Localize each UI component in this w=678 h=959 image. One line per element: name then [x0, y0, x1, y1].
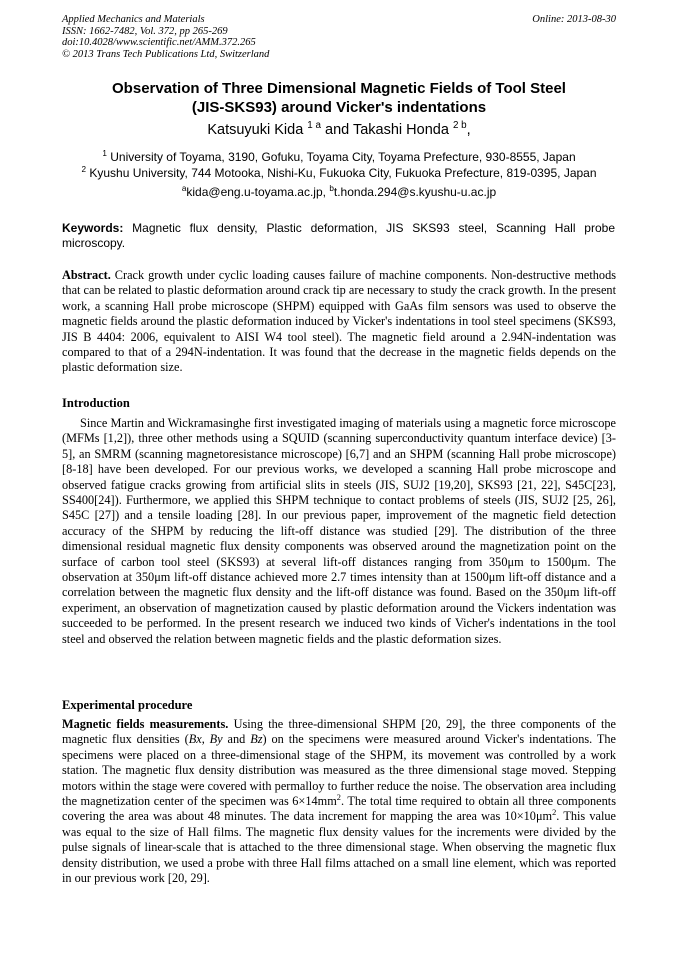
experimental-heading: Experimental procedure — [62, 698, 193, 712]
abstract-paragraph — [62, 268, 616, 376]
abstract-text: Crack growth under cyclic loading causes failure of machine components. Non-destructive methods that can be related to plastic deformation around crack tip are necessary to study the crack growth. In the present work, a scanning Hall probe microscope (SHPM) equipped with GaAs film sensors was used to observe the magnetic fields around the plastic deformation induced by Vicker's indentations in tool steel specimens (SKS93, JIS B 4404: 2006, equivalent to AISI W4 tool steel). The magnetic field around a 2.94N-indentation was compared to that of a 294N-indentation. It was found that the decrease in the magnetic fields depends on the plastic deformation size. — [62, 268, 616, 375]
affiliation-2-text: Kyushu University, 744 Motooka, Nishi-Ku, Fukuoka City, Fukuoka Prefecture, 819-0395, Japan — [89, 166, 597, 180]
exp-text-3: and — [222, 732, 251, 747]
affiliation-2 — [62, 165, 616, 181]
symbol-bx: Bx — [188, 732, 202, 747]
author-1: Katsuyuki Kida — [207, 122, 304, 138]
symbol-bz: Bz — [250, 732, 263, 747]
affiliation-1-text: University of Toyama, 3190, Gofuku, Toyama City, Toyama Prefecture, 930-8555, Japan — [110, 150, 576, 164]
email-b-mark: b — [329, 184, 334, 193]
keywords-paragraph — [62, 221, 615, 251]
exp-superscript-2: 2 — [552, 808, 557, 818]
author-emails — [62, 184, 616, 200]
introduction-paragraph: Since Martin and Wickramasinghe first investigated imaging of materials using a magnetic force microscope (MFMs [1,2]), three other methods using a SQUID (scanning superconductivity quantum interface device) [3-5], an SMRM (scanning magnetoresistance microscope) [6,7] and an SHPM (scanning Hall probe microscope) [8-18] have been developed. For our previous works, we developed a scanning Hall probe microscope and observed fatigue cracks growing from artificial slits in steels (JIS, SUJ2 [19,20], SKS93 [21, 22], S45C[23], SS400[24]). Furthermore, we applied this SHPM technique to contact problems of steels (JIS, SUJ2 [25, 26], S45C [27]) and a tensile loading [28]. In our previous paper, improvement of the magnetic field detection accuracy of the SHPM by reducing the lift-off distance was studied [29]. The distribution of the three dimensional residual magnetic flux density components was observed around the magnetization point on the surface of carbon tool steel (SKS93) at several lift-off distances ranging from 350μm to 1500μm. The observation at 350μm lift-off distance achieved more 2.7 times intensity than at 1500μm lift-off distance and a correlation between the magnetic flux density and the lift-off distance was found. Based on the 350μm lift-off experiment, an observation of magnetization caused by plastic deformation around the Vickers indentation was succeeded to be performed. In the present research we induced two kinds of Vicher's indentations in the tool steel and observed the relation between magnetic fields and the plastic deformation sizes. — [62, 416, 616, 646]
journal-copyright: © 2013 Trans Tech Publications Ltd, Switzerland — [62, 48, 270, 60]
keywords-label: Keywords: — [62, 221, 124, 235]
author-2: Takashi Honda — [352, 122, 449, 138]
exp-text-1: Using the three-dimensional SHPM [20, 29], the three components of the magnetic flux densities ( — [62, 717, 616, 747]
exp-text-5: . The total time required to obtain all three components covering the area was about 48 minutes. The data increment for mapping the area was 10×10μm — [62, 794, 616, 824]
introduction-heading: Introduction — [62, 396, 130, 410]
online-date: Online: 2013-08-30 — [532, 14, 616, 25]
journal-name: Applied Mechanics and Materials — [62, 14, 205, 25]
email-a: kida@eng.u-toyama.ac.jp, — [186, 185, 326, 199]
journal-metadata — [62, 14, 616, 60]
exp-text-6: . This value was equal to the size of Hall films. The magnetic flux density values for the increments were divided by the pulse signals of linear-scale that is attached to the three dimensional stage. When observing the magnetic flux density distribution, we used a probe with three Hall films attached on a small line element, which was reported in our previous work [20, 29]. — [62, 809, 616, 886]
exp-text-4: ) on the specimens were measured around Vicker's indentations. The specimens were placed on a three-dimensional stage of the SHPM, its movement was controlled by a work station. The magnetic flux density distribution was measured as the three dimensional stage moved. Stepping motors within the stage were covered with permalloy to further reduce the noise. The observation area including the magnetization center of the specimen was 6×14mm — [62, 732, 616, 809]
journal-issn: ISSN: 1662-7482, Vol. 372, pp 265-269 — [62, 25, 228, 37]
abstract-label: Abstract. — [62, 268, 111, 282]
experimental-paragraph — [62, 717, 616, 886]
email-b: t.honda.294@s.kyushu-u.ac.jp — [333, 185, 497, 199]
paper-title-line1: Observation of Three Dimensional Magnetic Fields of Tool Steel — [112, 80, 566, 97]
affiliation-1-mark: 1 — [102, 149, 107, 158]
paper-title-line2: (JIS-SKS93) around Vicker's indentations — [191, 99, 487, 116]
journal-doi: doi:10.4028/www.scientific.net/AMM.372.265 — [62, 37, 256, 48]
author-2-affiliation: 2 b — [452, 120, 467, 132]
affiliation-2-mark: 2 — [81, 165, 87, 174]
author-line — [62, 121, 616, 139]
affiliations — [62, 149, 616, 181]
author-1-affiliation: 1 a — [307, 120, 321, 132]
keywords-text: Magnetic flux density, Plastic deformation, JIS SKS93 steel, Scanning Hall probe microscopy. — [62, 221, 615, 250]
experimental-subheading: Magnetic fields measurements. — [62, 717, 229, 731]
paper-title — [62, 79, 616, 117]
email-a-mark: a — [181, 184, 187, 193]
author-trail: , — [466, 122, 471, 138]
affiliation-1 — [62, 149, 616, 165]
exp-superscript-1: 2 — [336, 792, 341, 802]
symbol-by: By — [209, 732, 223, 747]
author-connector: and — [320, 122, 353, 138]
exp-text-2: , — [201, 732, 210, 747]
